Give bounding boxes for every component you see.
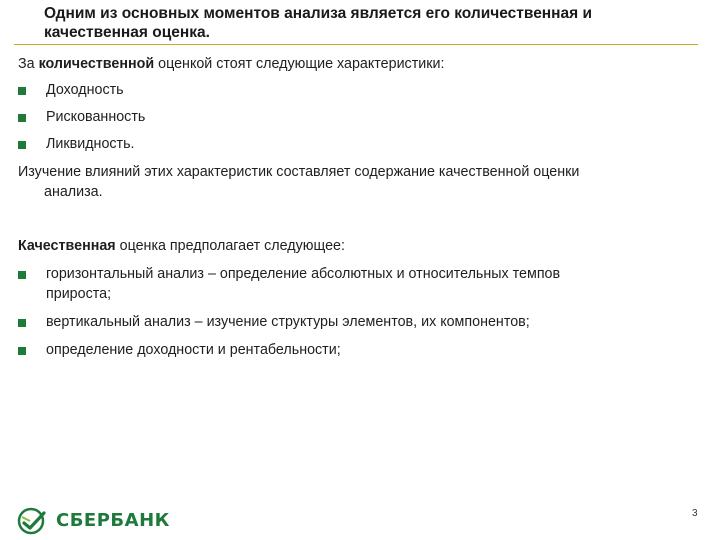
- square-bullet-icon: [18, 347, 26, 355]
- quantitative-intro-prefix: За: [18, 56, 39, 72]
- list-item-text: Доходность: [46, 82, 124, 98]
- qualitative-intro-suffix: оценка предполагает следующее:: [115, 238, 345, 254]
- list-item-text: определение доходности и рентабельности;: [46, 342, 341, 358]
- sberbank-logo-icon: [16, 507, 48, 535]
- qualitative-intro-bold: Качественная: [18, 238, 116, 254]
- square-bullet-icon: [18, 271, 26, 279]
- sberbank-logo: [16, 507, 186, 535]
- square-bullet-icon: [18, 141, 26, 149]
- list-item-line-2: прироста;: [46, 286, 112, 302]
- slide-title: Одним из основных моментов анализа является его количественная и качественная оценка.: [44, 5, 593, 41]
- page-number: 3: [692, 508, 698, 519]
- quantitative-intro-suffix: оценкой стоят следующие характеристики:: [154, 56, 445, 72]
- qualitative-intro: [18, 236, 698, 256]
- list-item-text: [46, 264, 666, 304]
- square-bullet-icon: [18, 319, 26, 327]
- quantitative-intro: [18, 54, 698, 74]
- study-line-2: анализа.: [44, 184, 103, 200]
- square-bullet-icon: [18, 87, 26, 95]
- list-item-line-1: горизонтальный анализ – определение абсолютных и относительных темпов: [46, 266, 561, 282]
- list-item-text: вертикальный анализ – изучение структуры элементов, их компонентов;: [46, 314, 530, 330]
- quantitative-intro-bold: количественной: [38, 56, 155, 72]
- list-item-text: Рискованность: [46, 109, 146, 125]
- list-item-text: Ликвидность.: [46, 136, 135, 152]
- title-divider: [14, 44, 698, 45]
- study-line-1: Изучение влияний этих характеристик составляет содержание качественной оценки: [18, 164, 580, 180]
- logo-text: СБЕРБАНК: [56, 510, 170, 531]
- study-paragraph: [18, 162, 698, 202]
- square-bullet-icon: [18, 114, 26, 122]
